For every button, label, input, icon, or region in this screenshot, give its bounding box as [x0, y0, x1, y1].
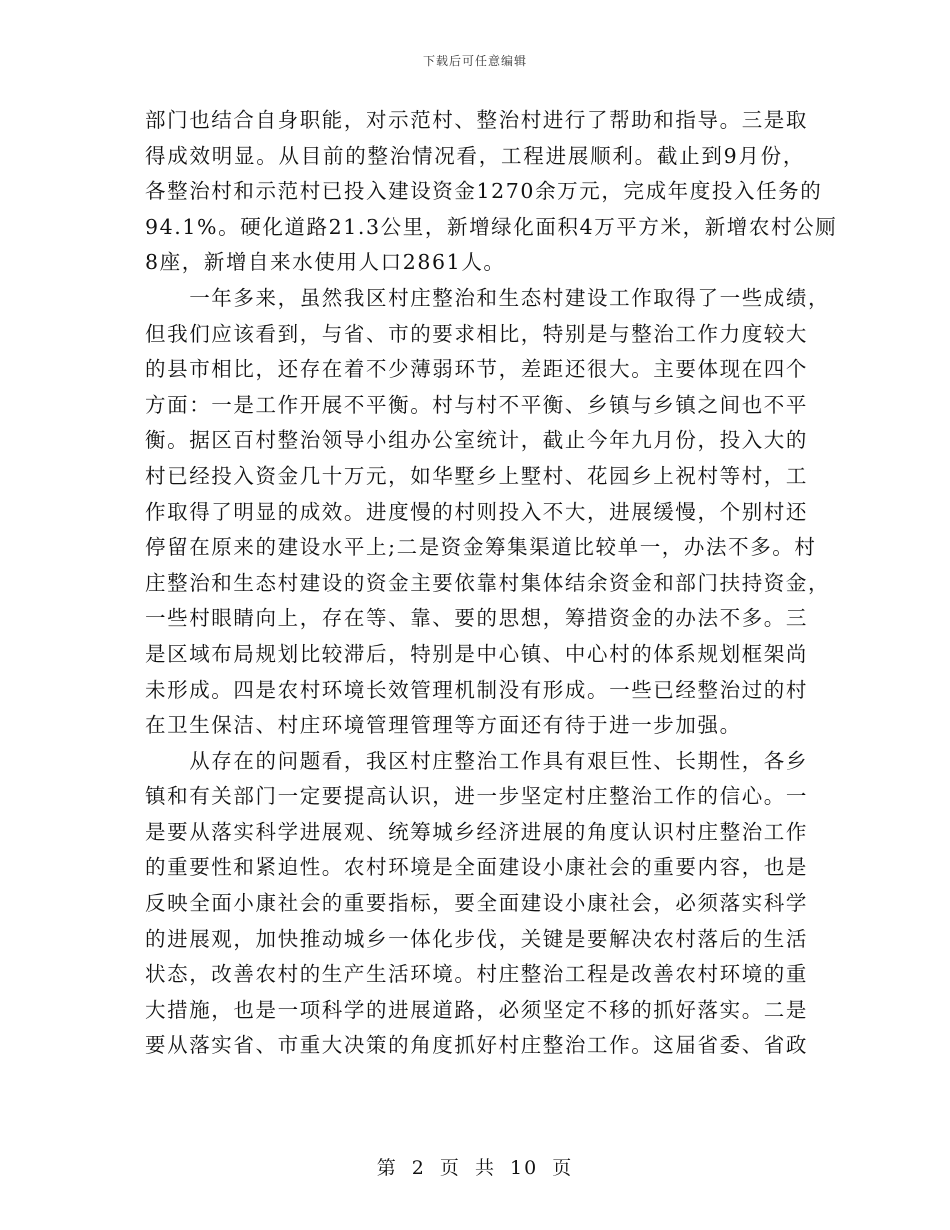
text-line: 得成效明显。从目前的整治情况看，工程进展顺利。截止到9月份，: [145, 143, 805, 168]
text-line: 部门也结合自身职能，对示范村、整治村进行了帮助和指导。三是取: [145, 108, 808, 132]
text-line: 一些村眼睛向上，存在等、靠、要的思想，筹措资金的办法不多。三: [145, 606, 808, 631]
page-number-footer: 第 2 页 共 10 页: [376, 1157, 574, 1179]
text-line: 从存在的问题看，我区村庄整治工作具有艰巨性、长期性，各乡: [145, 748, 808, 773]
text-line: 方面：一是工作开展不平衡。村与村不平衡、乡镇与乡镇之间也不平: [145, 392, 808, 417]
text-line: 要从落实省、市重大决策的角度抓好村庄整治工作。这届省委、省政: [145, 1033, 808, 1058]
text-line: 是区域布局规划比较滞后，特别是中心镇、中心村的体系规划框架尚: [145, 641, 808, 666]
page-header: 下载后可任意编辑: [422, 54, 527, 68]
text-line: 一年多来，虽然我区村庄整治和生态村建设工作取得了一些成绩，: [145, 285, 831, 310]
text-line: 镇和有关部门一定要提高认识，进一步坚定村庄整治工作的信心。一: [145, 784, 808, 809]
text-line: 94.1%。硬化道路21.3公里，新增绿化面积4万平方米，新增农村公厕: [145, 214, 838, 239]
text-line: 作取得了明显的成效。进度慢的村则投入不大，进展缓慢，个别村还: [145, 499, 808, 524]
text-line: 8座，新增自来水使用人口2861人。: [145, 250, 506, 275]
text-line: 的进展观，加快推动城乡一体化步伐，关键是要解决农村落后的生活: [145, 926, 808, 951]
text-line: 的县市相比，还存在着不少薄弱环节，差距还很大。主要体现在四个: [145, 357, 808, 382]
text-line: 衡。据区百村整治领导小组办公室统计，截止今年九月份，投入大的: [145, 428, 808, 453]
text-line: 未形成。四是农村环境长效管理机制没有形成。一些已经整治过的村: [145, 677, 808, 702]
text-line: 各整治村和示范村已投入建设资金1270余万元，完成年度投入任务的: [145, 179, 823, 204]
text-line: 大措施，也是一项科学的进展道路，必须坚定不移的抓好落实。二是: [145, 997, 808, 1022]
text-line: 是要从落实科学进展观、统筹城乡经济进展的角度认识村庄整治工作: [145, 819, 808, 844]
text-line: 庄整治和生态村建设的资金主要依靠村集体结余资金和部门扶持资金，: [145, 570, 831, 595]
text-line: 在卫生保洁、村庄环境管理管理等方面还有待于进一步加强。: [145, 713, 742, 738]
document-body: [145, 103, 838, 1064]
text-line: 村已经投入资金几十万元，如华墅乡上墅村、花园乡上祝村等村，工: [145, 463, 808, 488]
text-line: 反映全面小康社会的重要指标，要全面建设小康社会，必须落实科学: [145, 891, 808, 916]
text-line: 但我们应该看到，与省、市的要求相比，特别是与整治工作力度较大: [145, 321, 808, 346]
text-line: 状态，改善农村的生产生活环境。村庄整治工程是改善农村环境的重: [145, 962, 808, 987]
text-line: 停留在原来的建设水平上;二是资金筹集渠道比较单一，办法不多。村: [145, 535, 817, 560]
text-line: 的重要性和紧迫性。农村环境是全面建设小康社会的重要内容，也是: [145, 855, 808, 880]
